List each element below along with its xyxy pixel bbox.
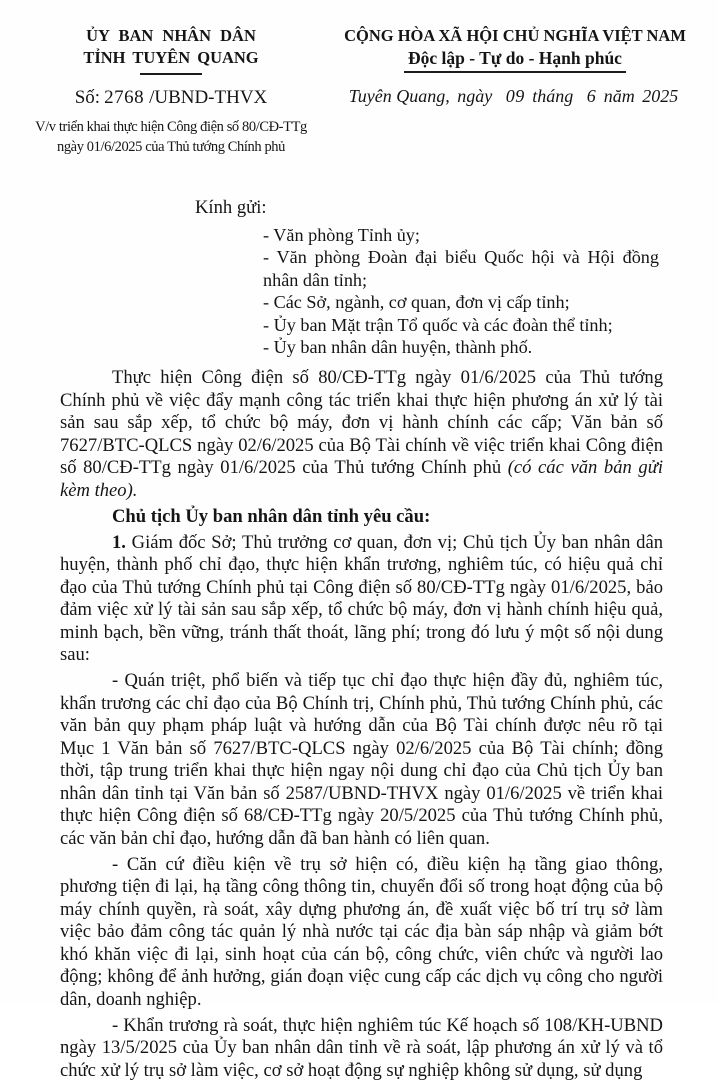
- recipient-item: - Văn phòng Tỉnh ủy;: [263, 224, 420, 245]
- recipient-item: - Ủy ban nhân dân huyện, thành phố.: [263, 337, 533, 358]
- document-header: [0, 0, 718, 157]
- body-paragraph-1: [60, 367, 663, 502]
- body-paragraph-3: - Quán triệt, phổ biến và tiếp tục chỉ đạo thực hiện đầy đủ, nghiêm túc, khẩn trương các chỉ đạo của Bộ Chính trị, Chính phủ, Thủ tướng Chính phủ, các văn bản quy phạm pháp luật và hướng dẫn của Bộ Tài chính được nêu rõ tại Mục 1 Văn bản số 7627/BTC-QLCS ngày 02/6/2025 của Bộ Tài chính; đồng thời, tập trung triển khai thực hiện ngay nội dung chỉ đạo của Chủ tịch Ủy ban nhân dân tỉnh tại Văn bản số 2587/UBND-THVX ngày 01/6/2025 về triển khai thực hiện Công điện số 68/CĐ-TTg ngày 20/5/2025 của Thủ tướng Chính phủ, các văn bản chỉ đạo, hướng dẫn đã ban hành có liên quan.: [60, 670, 663, 849]
- date-ngay-label: ngày: [457, 86, 493, 106]
- recipient-item: - Các Sở, ngành, cơ quan, đơn vị cấp tỉnh;: [263, 292, 570, 313]
- document-number-value: 2768: [104, 87, 145, 108]
- issuer-underline: [140, 73, 202, 75]
- issuer-locality: TỈNH TUYÊN QUANG: [83, 48, 259, 67]
- body-paragraph-5: - Khẩn trương rà soát, thực hiện nghiêm túc Kế hoạch số 108/KH-UBND ngày 13/5/2025 của Ủy ban nhân dân tỉnh về rà soát, lập phương án xử lý và tổ chức xử lý trụ sở làm việc, cơ sở hoạt động sự nghiệp không sử dụng, sử dụng: [60, 1014, 663, 1081]
- place-date-line: [326, 85, 704, 107]
- body-paragraph-4: - Căn cứ điều kiện về trụ sở hiện có, điều kiện hạ tầng giao thông, phương tiện đi lại, hạ tầng công thông tin, chuyển đổi số trong hoạt động của bộ máy chính quyền, rà soát, xây dựng phương án, đề xuất việc bố trí trụ sở làm việc bảo đảm công tác quản lý nhà nước tại các địa bàn sáp nhập và giảm bớt khó khăn việc đi lại, sinh hoạt của cán bộ, công chức, viên chức và người lao động; không để ảnh hưởng, gián đoạn việc cung cấp các dịch vụ công cho người dân, doanh nghiệp.: [60, 853, 663, 1010]
- motto-underline: [404, 71, 626, 73]
- date-place: Tuyên Quang,: [348, 86, 450, 106]
- issuing-authority-block: [20, 25, 322, 157]
- paragraph-text: Giám đốc Sở; Thủ trưởng cơ quan, đơn vị; Chủ tịch Ủy ban nhân dân huyện, thành phố chỉ đạo, thực hiện khẩn trương, nghiêm túc, có hiệu quả chỉ đạo của Thủ tướng Chính phủ tại Công điện số 80/CĐ-TTg ngày 01/6/2025, bảo đảm việc xử lý tài sản sau sắp xếp, tổ chức bộ máy, đơn vị hành chính hiệu quả, minh bạch, bền vững, tránh thất thoát, lãng phí; trong đó lưu ý một số nội dung sau:: [60, 531, 663, 666]
- body-heading-requirements: Chủ tịch Ủy ban nhân dân tỉnh yêu cầu:: [112, 505, 431, 527]
- body-paragraph-2: [60, 532, 663, 667]
- item-number: 1.: [112, 531, 126, 553]
- document-subject: V/v triển khai thực hiện Công điện số 80/CĐ-TTg ngày 01/6/2025 của Thủ tướng Chính phủ: [35, 119, 307, 155]
- document-number-line: [20, 86, 322, 110]
- national-motto: Độc lập - Tự do - Hạnh phúc: [408, 48, 622, 68]
- date-nam-label: năm: [603, 86, 635, 106]
- document-body: [60, 367, 663, 1082]
- issuer-name: ỦY BAN NHÂN DÂN: [86, 26, 256, 45]
- paragraph-italic-note: (có các văn bản gửi kèm theo).: [60, 457, 664, 501]
- paragraph-text: Thực hiện Công điện số 80/CĐ-TTg ngày 01/6/2025 của Thủ tướng Chính phủ về việc đẩy mạnh công tác triển khai thực hiện phương án xử lý tài sản sau sắp xếp, tổ chức bộ máy, đơn vị hành chính các cấp; Văn bản số 7627/BTC-QLCS ngày 02/6/2025 của Bộ Tài chính về việc triển khai Công điện số 80/CĐ-TTg ngày 01/6/2025 của Thủ tướng Chính phủ: [60, 367, 663, 479]
- document-number-symbol: /UBND-THVX: [149, 87, 268, 108]
- national-header-block: [322, 25, 704, 157]
- date-thang-label: tháng: [532, 86, 574, 106]
- document-number-label: Số:: [74, 87, 101, 108]
- date-month-value: 6: [586, 86, 597, 106]
- date-year-value: 2025: [642, 86, 679, 106]
- national-title: CỘNG HÒA XÃ HỘI CHỦ NGHĨA VIỆT NAM: [344, 26, 686, 45]
- recipient-item: - Văn phòng Đoàn đại biểu Quốc hội và Hội đồng nhân dân tỉnh;: [263, 247, 659, 290]
- date-day-value: 09: [505, 86, 525, 106]
- recipient-item: - Ủy ban Mặt trận Tổ quốc và các đoàn thể tỉnh;: [263, 314, 613, 335]
- recipient-list: [263, 224, 659, 360]
- salutation-label: Kính gửi:: [195, 197, 267, 218]
- salutation-block: [0, 197, 718, 359]
